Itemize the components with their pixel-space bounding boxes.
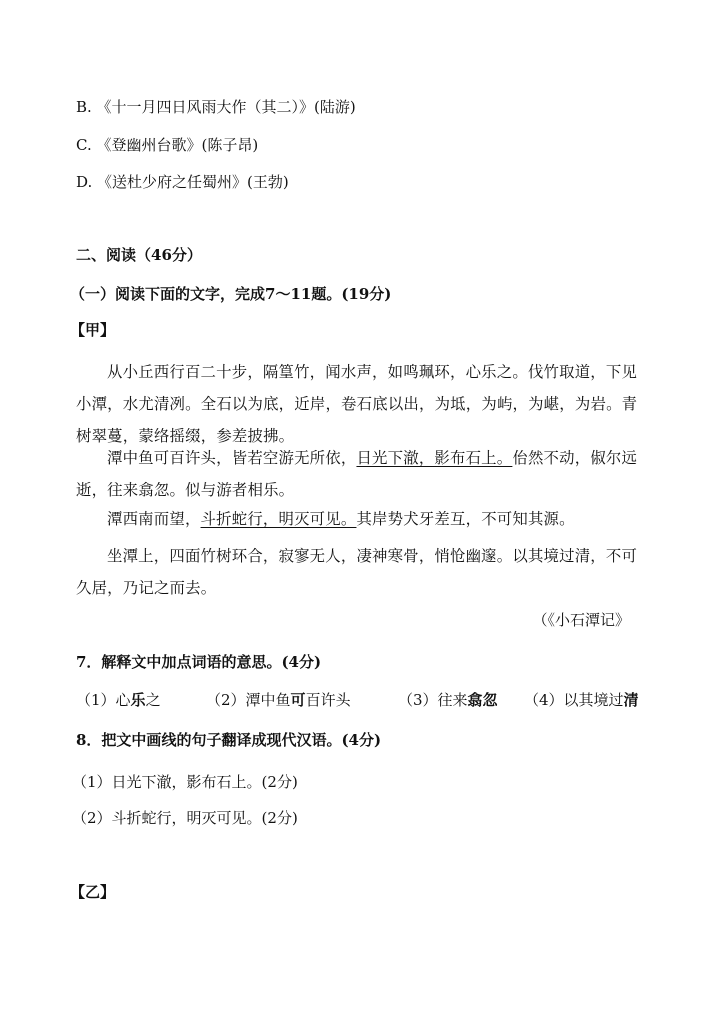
question-8-stem: 8．把文中画线的句子翻译成现代汉语。(4分): [76, 731, 382, 749]
q7-item-2: （2）潭中鱼可百许头: [206, 691, 351, 709]
p3-text-post: 其岸势犬牙差互，不可知其源。: [356, 510, 575, 528]
question-7-items: [76, 690, 656, 710]
sub-section-title: （一）阅读下面的文字，完成7～11题。(19分): [70, 285, 392, 303]
q7-item-4: （4）以其境过清: [524, 691, 639, 709]
dotted-word: 清: [623, 691, 639, 709]
dotted-word: 可: [290, 691, 306, 709]
underlined-sentence-2: 斗折蛇行，明灭可见。: [200, 510, 357, 528]
q7-item-1: （1）心乐之: [76, 691, 161, 709]
option-c: C. 《登幽州台歌》(陈子昂): [76, 136, 259, 154]
part-b-label: 【乙】: [70, 883, 116, 901]
section-title: 二、阅读（46分）: [76, 246, 202, 264]
question-8-sentence-2: （2）斗折蛇行，明灭可见。(2分): [72, 809, 298, 827]
underlined-sentence-1: 日光下澈，影布石上。: [356, 449, 513, 467]
p2-text-post: 佁然不动，俶尔远逝，往来翕忽。似与游者相乐。: [76, 449, 638, 499]
passage-paragraph-1: 从小丘西行百二十步，隔篁竹，闻水声，如鸣珮环，心乐之。伐竹取道，下见小潭，水尤清冽。全石以为底，近岸，卷石底以出，为坻，为屿，为嵁，为岩。青树翠蔓，蒙络摇缀，参差披拂。: [76, 363, 638, 445]
p3-text-pre: 潭西南而望，: [107, 510, 201, 528]
option-b: B. 《十一月四日风雨大作（其二）》(陆游): [76, 98, 356, 116]
passage-paragraph-2: [76, 442, 652, 506]
part-a-label: 【甲】: [70, 321, 116, 339]
passage-source: （《小石潭记》: [532, 611, 630, 629]
dotted-word: 乐: [130, 691, 146, 709]
p2-text-pre: 潭中鱼可百许头，皆若空游无所依，: [107, 449, 357, 467]
question-7-stem: 7．解释文中加点词语的意思。(4分): [76, 653, 322, 671]
option-d: D. 《送杜少府之任蜀州》(王勃): [76, 173, 289, 191]
passage-paragraph-4: 坐潭上，四面竹树环合，寂寥无人，凄神寒骨，悄怆幽邃。以其境过清，不可久居，乃记之而去。: [76, 547, 638, 597]
q7-item-3: （3）往来翕忽: [398, 691, 498, 709]
passage-paragraph-3: [76, 503, 652, 535]
question-8-sentence-1: （1）日光下澈，影布石上。(2分): [72, 773, 298, 791]
dotted-word: 翕忽: [467, 691, 498, 709]
